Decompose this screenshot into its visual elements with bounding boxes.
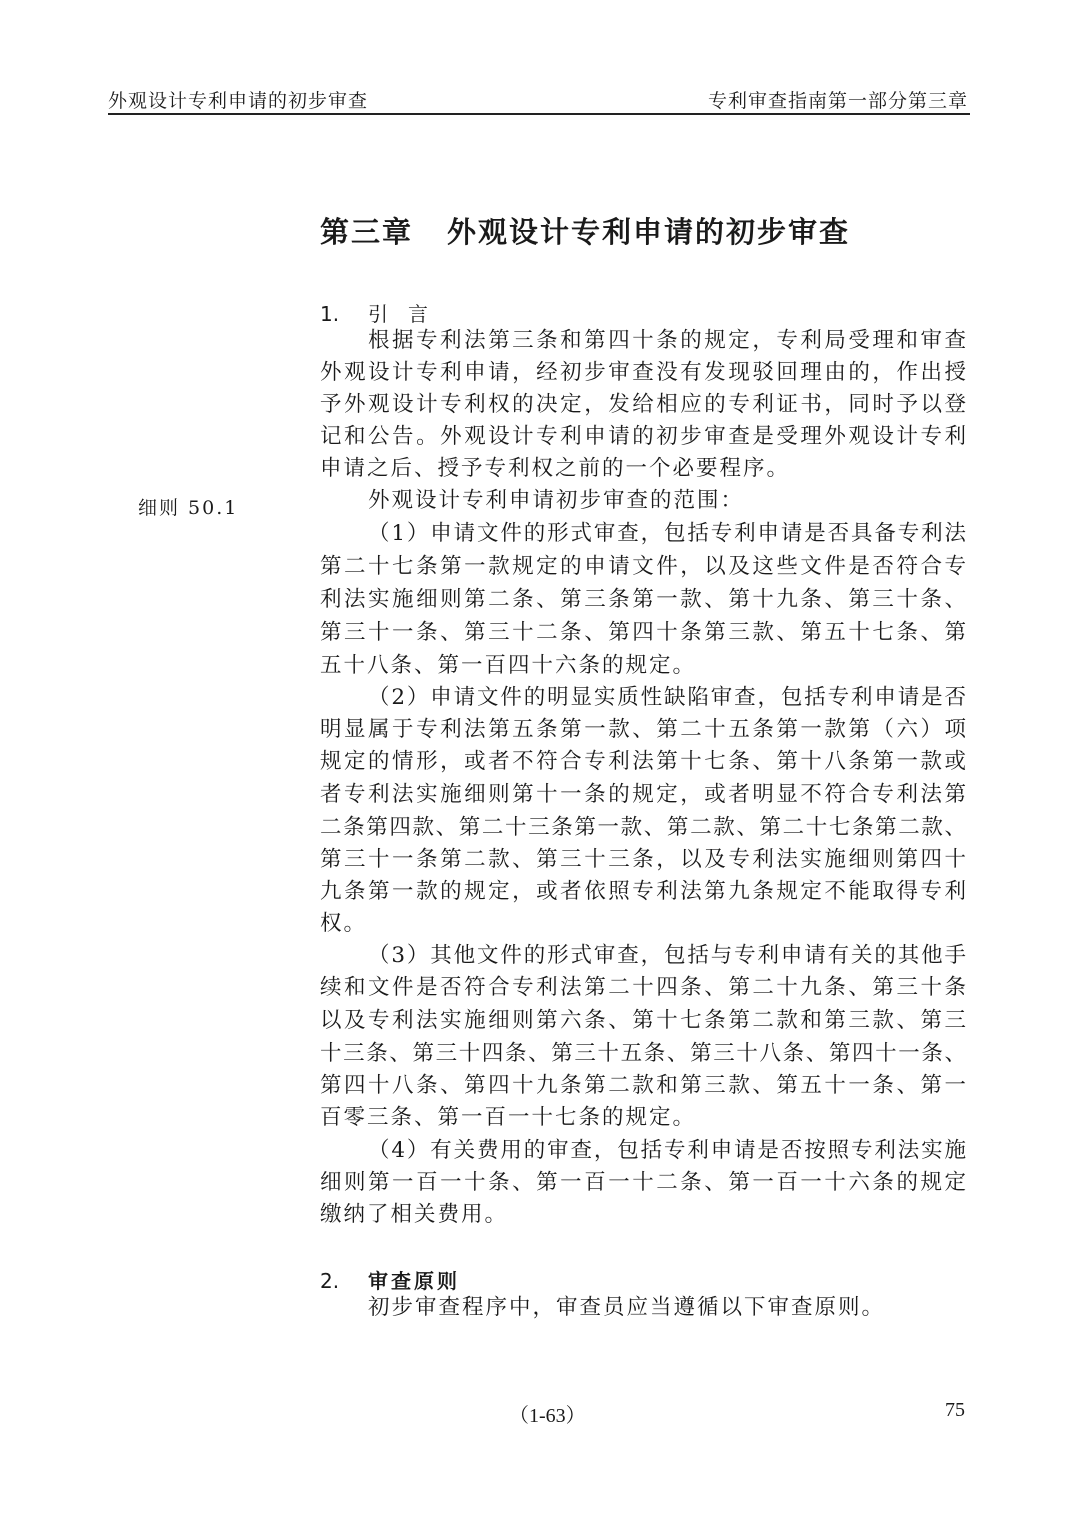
body-line: 百零三条、第一百一十七条的规定。 bbox=[320, 1105, 697, 1130]
body-line: 续和文件是否符合专利法第二十四条、第二十九条、第三十条 bbox=[320, 975, 966, 1000]
body-line: 十三条、第三十四条、第三十五条、第三十八条、第四十一条、 bbox=[320, 1041, 966, 1066]
body-line: 外观设计专利申请初步审查的范围： bbox=[368, 488, 745, 513]
body-line: 权。 bbox=[320, 911, 368, 936]
section-number: 1. bbox=[320, 302, 340, 326]
body-line: 缴纳了相关费用。 bbox=[320, 1202, 509, 1227]
body-line: 以及专利法实施细则第六条、第十七条第二款和第三款、第三 bbox=[320, 1008, 966, 1033]
header-rule bbox=[108, 113, 970, 115]
body-line: 细则第一百一十条、第一百一十二条、第一百一十六条的规定 bbox=[320, 1170, 966, 1195]
body-line: 利法实施细则第二条、第三条第一款、第十九条、第三十条、 bbox=[320, 587, 966, 612]
body-line: 予外观设计专利权的决定，发给相应的专利证书，同时予以登 bbox=[320, 392, 966, 417]
section-heading-2 bbox=[320, 1265, 460, 1294]
page-number: 75 bbox=[945, 1399, 965, 1421]
chapter-title-text: 外观设计专利申请的初步审查 bbox=[447, 215, 851, 249]
body-line: 者专利法实施细则第十一条的规定，或者明显不符合专利法第 bbox=[320, 782, 966, 807]
body-line: 记和公告。外观设计专利申请的初步审查是受理外观设计专利 bbox=[320, 424, 966, 449]
body-line: 九条第一款的规定，或者依照专利法第九条规定不能取得专利 bbox=[320, 879, 966, 904]
section-title: 审查原则 bbox=[368, 1269, 460, 1293]
body-line: （3）其他文件的形式审查，包括与专利申请有关的其他手 bbox=[368, 943, 966, 968]
body-line: （1）申请文件的形式审查，包括专利申请是否具备专利法 bbox=[368, 521, 966, 546]
body-line: 初步审查程序中，审查员应当遵循以下审查原则。 bbox=[368, 1295, 886, 1320]
running-header-left: 外观设计专利申请的初步审查 bbox=[108, 90, 369, 112]
body-line: 第二十七条第一款规定的申请文件，以及这些文件是否符合专 bbox=[320, 554, 966, 579]
running-header-right: 专利审查指南第一部分第三章 bbox=[707, 90, 968, 112]
body-line: 根据专利法第三条和第四十条的规定，专利局受理和审查 bbox=[368, 328, 966, 353]
body-line: （2）申请文件的明显实质性缺陷审查，包括专利申请是否 bbox=[368, 685, 966, 710]
section-title: 引言 bbox=[368, 302, 448, 326]
section-heading-1 bbox=[320, 298, 448, 327]
body-line: 第四十八条、第四十九条第二款和第三款、第五十一条、第一 bbox=[320, 1073, 966, 1098]
body-line: 明显属于专利法第五条第一款、第二十五条第一款第（六）项 bbox=[320, 717, 966, 742]
body-line: 规定的情形，或者不符合专利法第十七条、第十八条第一款或 bbox=[320, 749, 966, 774]
body-line: 外观设计专利申请，经初步审查没有发现驳回理由的，作出授 bbox=[320, 360, 966, 385]
body-line: 第三十一条第二款、第三十三条，以及专利法实施细则第四十 bbox=[320, 847, 966, 872]
section-number: 2. bbox=[320, 1269, 340, 1293]
chapter-title bbox=[320, 210, 850, 251]
footer-section-marker: （1-63） bbox=[509, 1405, 586, 1427]
body-line: 五十八条、第一百四十六条的规定。 bbox=[320, 653, 697, 678]
body-line: 申请之后、授予专利权之前的一个必要程序。 bbox=[320, 456, 791, 481]
body-line: 二条第四款、第二十三条第一款、第二款、第二十七条第二款、 bbox=[320, 815, 966, 840]
body-line: （4）有关费用的审查，包括专利申请是否按照专利法实施 bbox=[368, 1138, 966, 1163]
chapter-number: 第三章 bbox=[320, 215, 414, 249]
body-line: 第三十一条、第三十二条、第四十条第三款、第五十七条、第 bbox=[320, 620, 966, 645]
margin-note: 细则 50.1 bbox=[138, 497, 239, 519]
